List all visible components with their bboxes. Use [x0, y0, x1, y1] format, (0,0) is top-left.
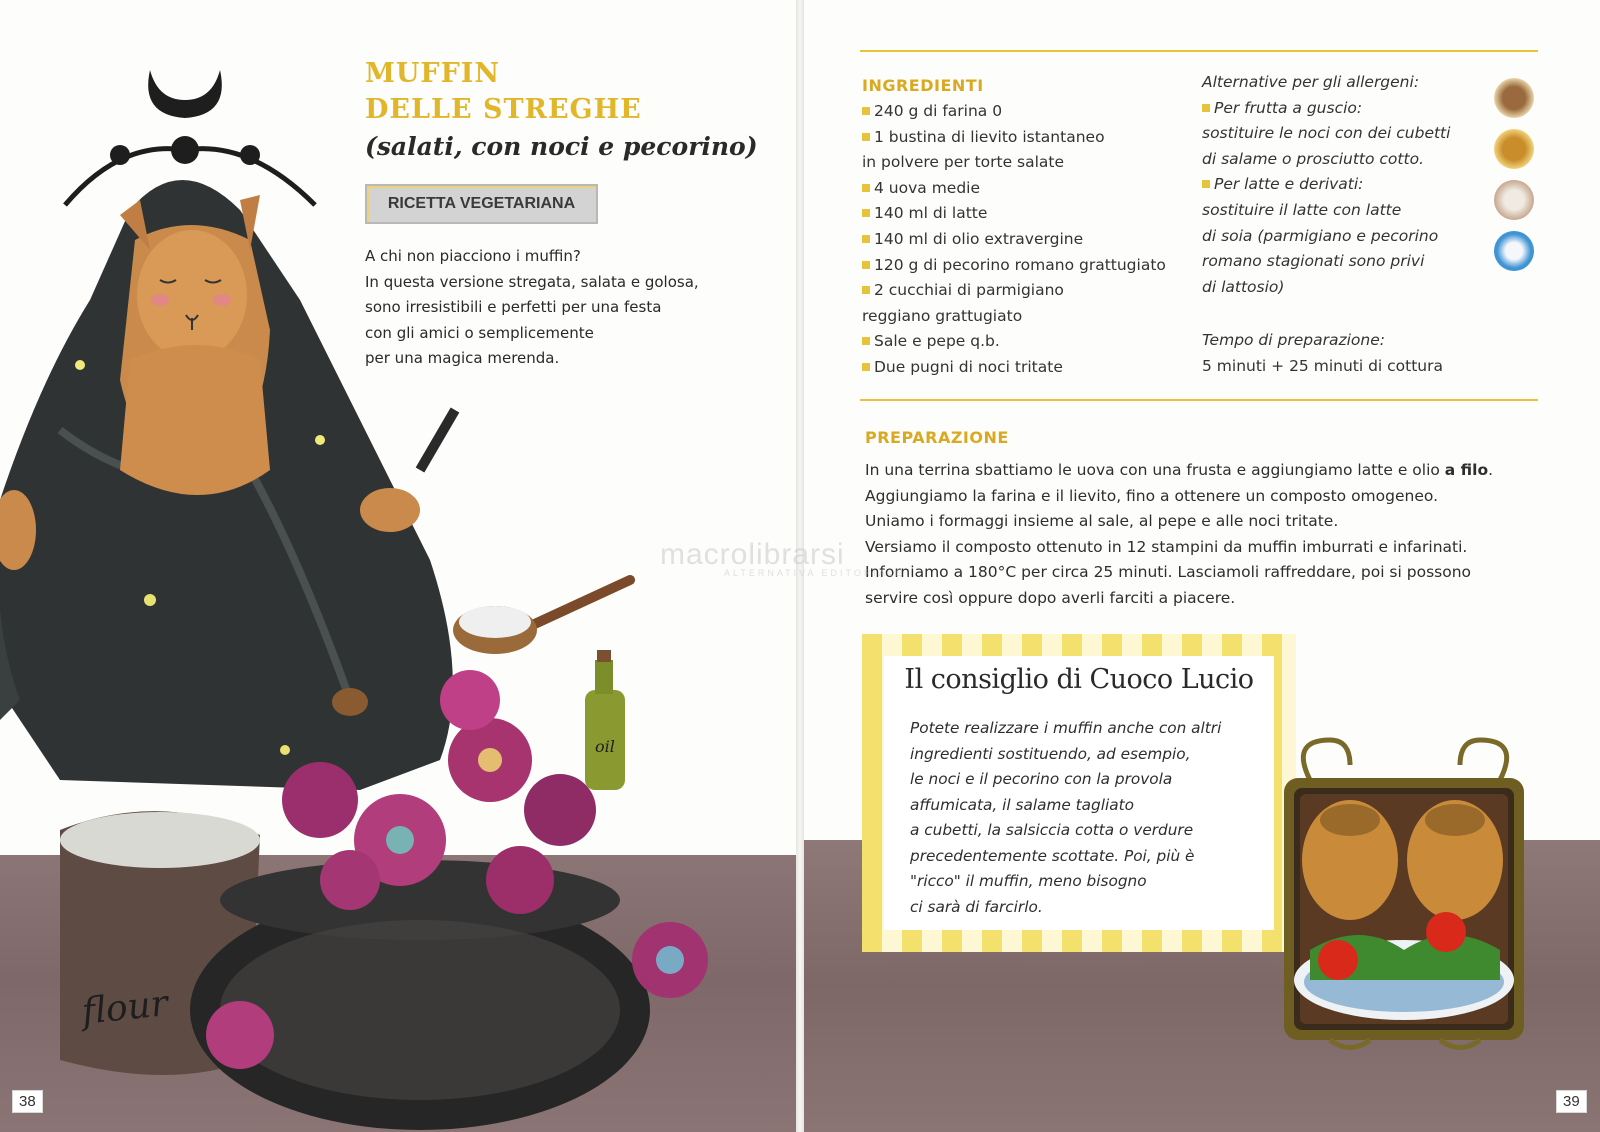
- ingredient-item: Due pugni di noci tritate: [862, 355, 1192, 381]
- prep-time: Tempo di preparazione: 5 minuti + 25 minuti di cottura: [1202, 331, 1444, 375]
- ingredient-item: reggiano grattugiato: [862, 306, 1023, 325]
- ingredient-item: 4 uova medie: [862, 176, 1192, 202]
- middle-rule: [860, 399, 1538, 401]
- ingredient-item: 2 cucchiai di parmigiano: [862, 278, 1192, 304]
- page-number-right: 39: [1556, 1090, 1587, 1113]
- ingredient-item: 120 g di pecorino romano grattugiato: [862, 253, 1192, 279]
- ingredients-list: [862, 99, 1192, 381]
- wheat-icon: [1494, 129, 1534, 169]
- page-number-left: 38: [12, 1090, 43, 1113]
- allergen-heading: Alternative per gli allergeni:: [1202, 73, 1420, 91]
- preparation-steps: In una terrina sbattiamo le uova con una frusta e aggiungiamo latte e olio a filo. Aggiungiamo la farina e il lievito, fino a ottenere un composto omogeneo. Uniamo i formaggi insieme al sale, al pepe e alle noci tritate. Versiamo il composto ottenuto in 12 stampini da muffin imburrati e infarinati. Inforniamo a 180°C per circa 25 minuti. Lasciamoli raffreddare, poi si possono servire così oppure dopo averli farciti a piacere.: [865, 461, 1494, 607]
- watermark: macrolibrarsi ALTERNATIVA EDITORIALE: [660, 538, 905, 578]
- oil-bottle-label: oil: [595, 737, 615, 756]
- nut-icon: [1494, 78, 1534, 118]
- recipe-subtitle: (salati, con noci e pecorino): [365, 132, 758, 161]
- intro-paragraph: A chi non piacciono i muffin? In questa versione stregata, salata e golosa, sono irresistibili e perfetti per una festa con gli amici o semplicemente per una magica merenda.: [365, 247, 699, 367]
- allergen-alternatives: Alternative per gli allergeni: Per frutta a guscio: sostituire le noci con dei cubetti di salame o prosciutto cotto. Per latte e derivati: sostituire il latte con latte di soia (parmigiano e pecorino romano stagionati sono privi di lattosio): [1202, 70, 1472, 300]
- ingredient-item: 140 ml di olio extravergine: [862, 227, 1192, 253]
- vegetarian-badge: RICETTA VEGETARIANA: [365, 184, 598, 224]
- ingredient-item: 140 ml di latte: [862, 201, 1192, 227]
- ingredient-item: in polvere per torte salate: [862, 153, 1065, 172]
- muffin-photo-frame: [1270, 720, 1540, 1060]
- milk-icon: [1494, 231, 1534, 271]
- egg-icon: [1494, 180, 1534, 220]
- tip-title: Il consiglio di Cuoco Lucio: [904, 664, 1254, 695]
- tip-text: Potete realizzare i muffin anche con altri ingredienti sostituendo, ad esempio, le noci e il pecorino con la provola affumicata, il salame tagliato a cubetti, la salsiccia cotta o verdure precedentemente scottate. Poi, più è "ricco" il muffin, meno bisogno ci sarà di farcirlo.: [910, 719, 1222, 916]
- ingredient-item: 240 g di farina 0: [862, 99, 1192, 125]
- recipe-title: MUFFIN DELLE STREGHE: [365, 58, 642, 125]
- flour-sack-label: flour: [79, 983, 170, 1033]
- top-rule: [860, 50, 1538, 52]
- ingredient-item: Sale e pepe q.b.: [862, 329, 1192, 355]
- preparation-heading: PREPARAZIONE: [865, 428, 1009, 447]
- ingredient-item: 1 bustina di lievito istantaneo: [862, 125, 1192, 151]
- ingredients-heading: INGREDIENTI: [862, 76, 984, 95]
